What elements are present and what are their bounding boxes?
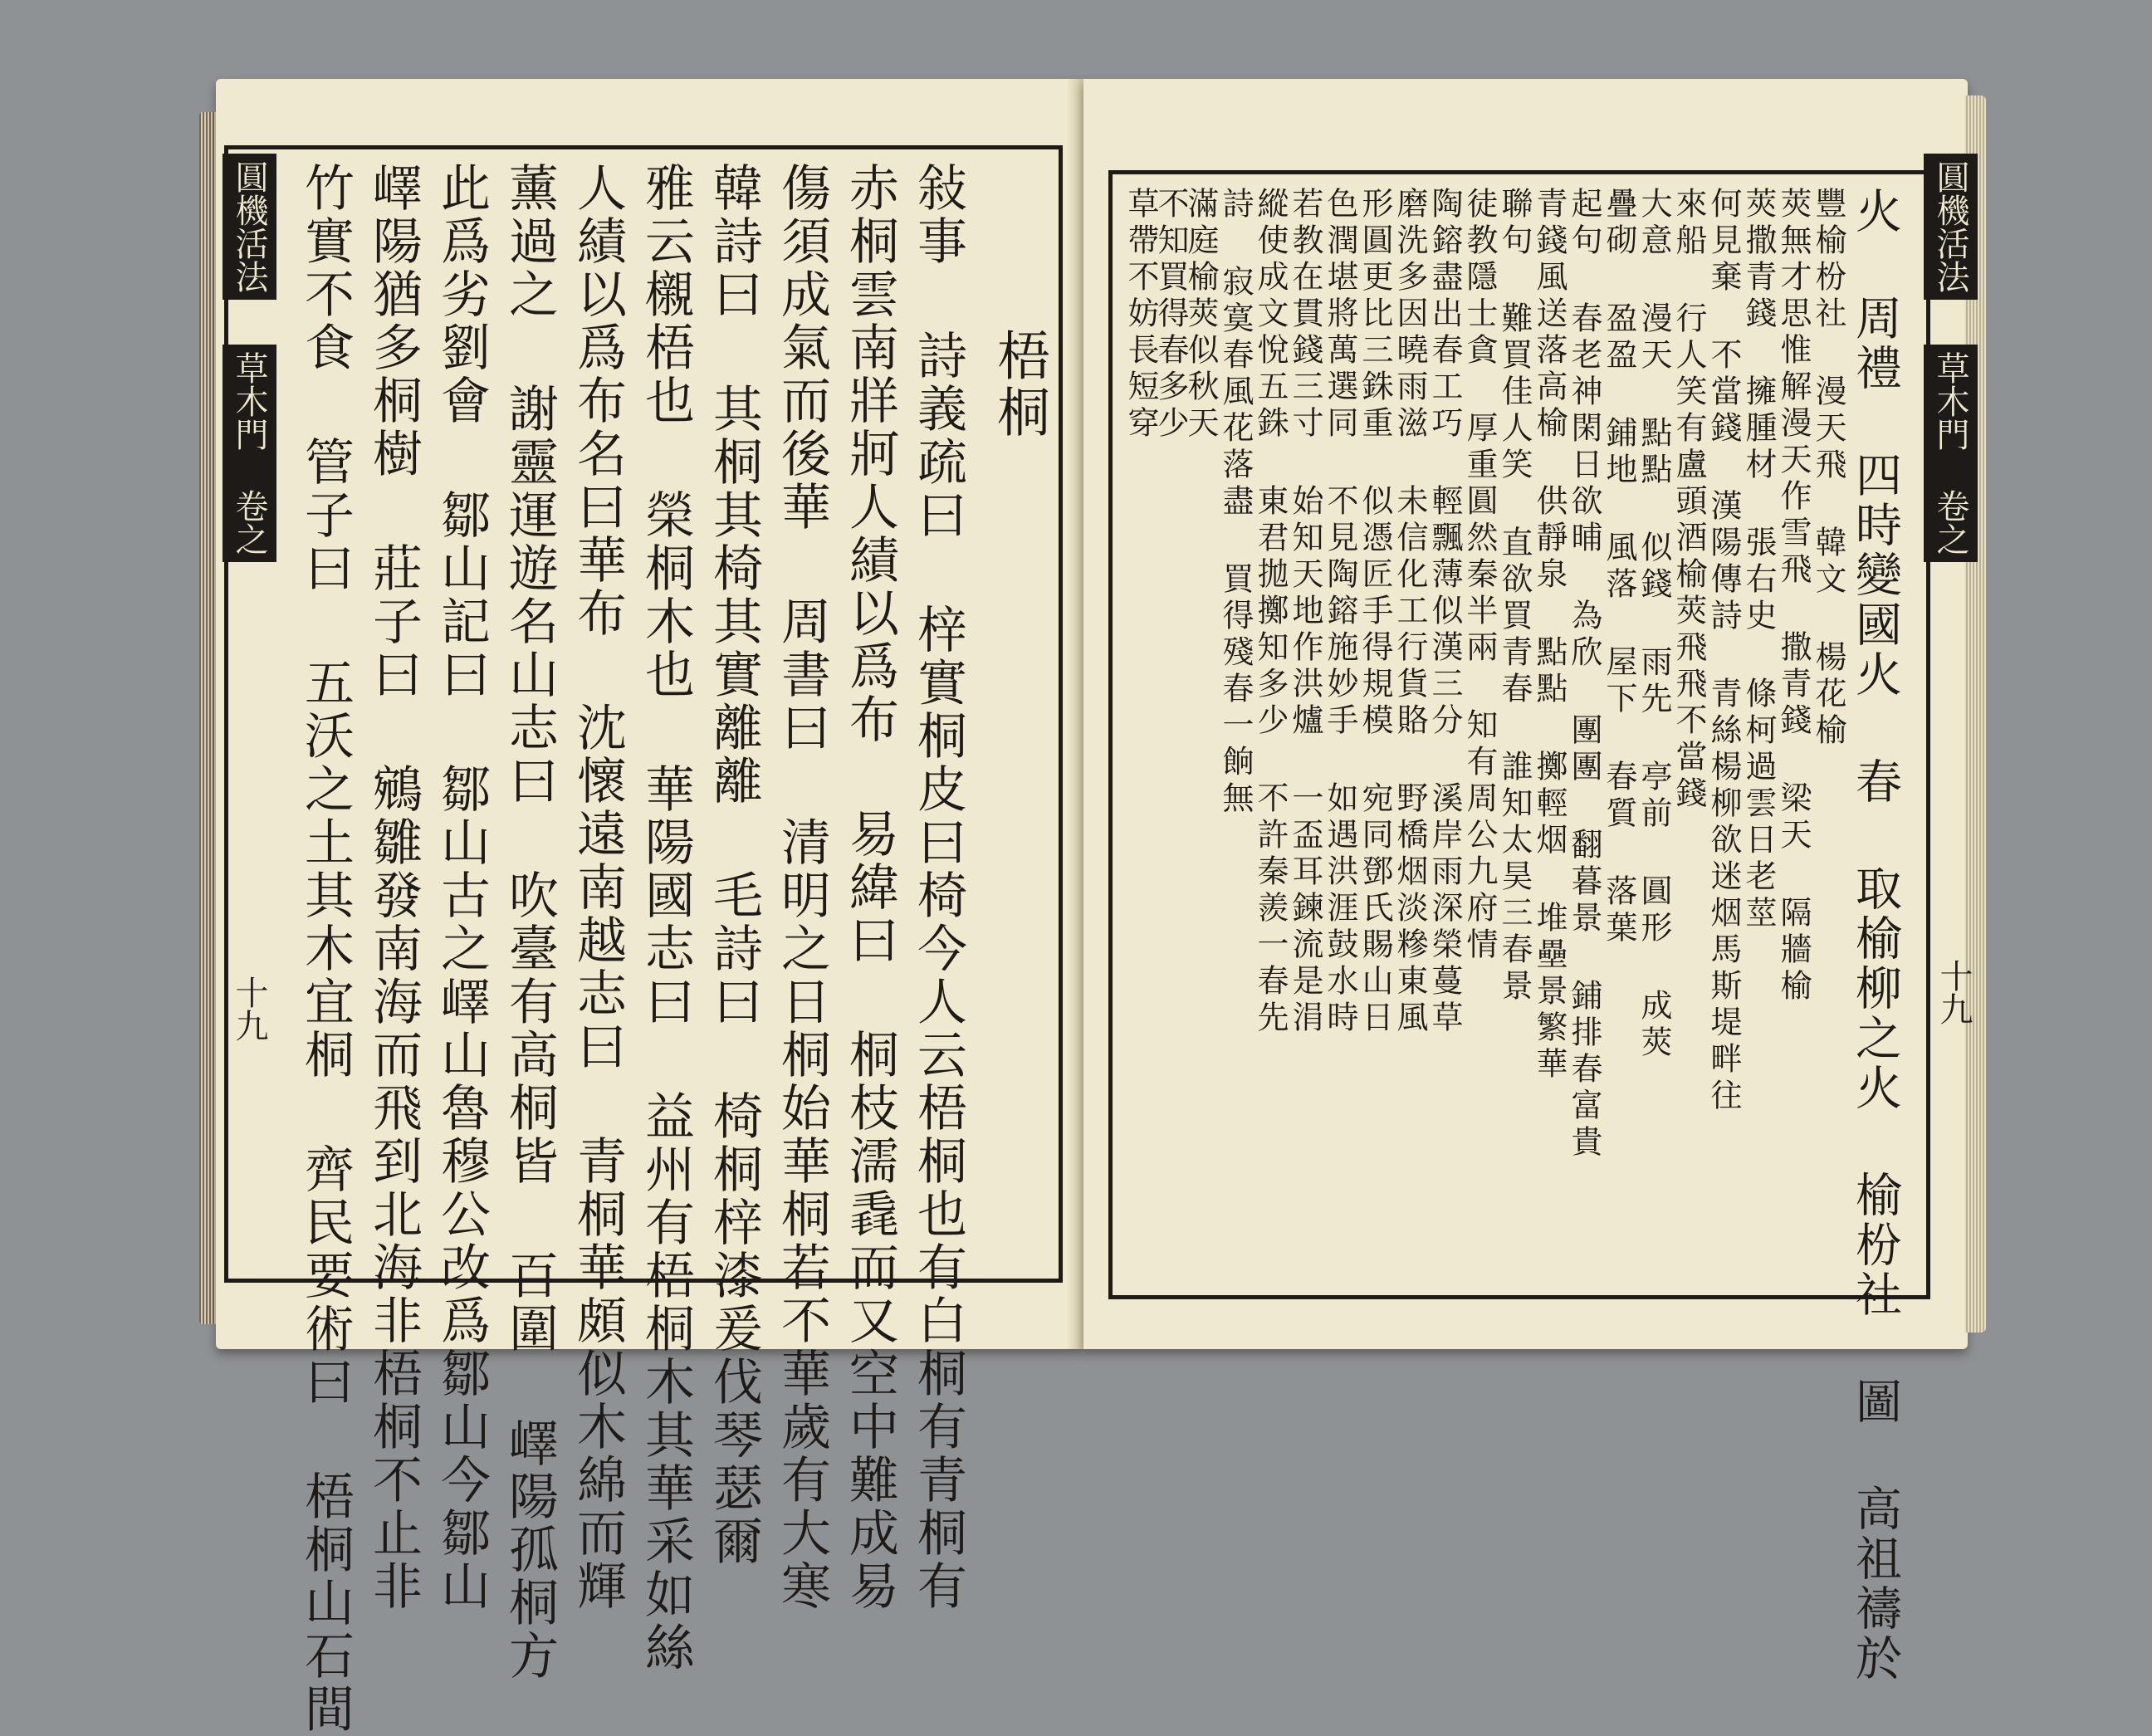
text-column: 赤桐雲南牂牁人績以爲布 易緯曰 桐枝濡毳而又空中難成易 [841, 162, 899, 1613]
right-page [1083, 79, 1973, 1684]
text-column: 火 周禮 四時變國火 春 取榆柳之火 榆枌社 圖 高祖禱於 [1848, 187, 1902, 1684]
left-folio: 十九 [230, 976, 268, 1042]
text-column: 來船 行人笑有盧頭酒榆莢飛飛不當錢 [1670, 187, 1707, 813]
text-column: 人績以爲布名曰華布 沈懷遠南越志曰 青桐華頗似木綿而輝 [569, 162, 627, 1613]
text-column: 不知買得春多少 [1152, 187, 1189, 443]
text-column: 大意 漫天 點點 似錢 雨先 亭前 圓形 成莢 [1636, 187, 1672, 1062]
right-folio: 十九 [1934, 959, 1973, 1025]
text-column: 形圓更比三銖重 似憑匠手得規模 宛同鄧氏賜山日 [1357, 187, 1393, 1037]
text-column: 莢撒青錢 擁腫材 張右史 條柯過雲日老莖 [1740, 187, 1777, 932]
text-column: 何見棄 不當錢 漢陽傳詩 青絲楊柳欲迷烟馬斯堤畔往 [1705, 187, 1742, 1115]
text-column: 詩 寂寞春風花落盡 買得殘春一餉無 [1217, 187, 1254, 818]
left-spine-section: 草木門 卷之 [223, 345, 276, 562]
text-column: 陶鎔盡出春工巧 輕飄薄似漢三分 溪岸雨深榮蔓草 [1426, 187, 1463, 1037]
left-spine-title: 圓機活法 [223, 154, 276, 300]
text-column: 青錢風送落高榆 供靜泉 點點 擲輕烟 堆壘景繁華 [1531, 187, 1568, 1083]
text-column: 色潤堪將萬選同 不見陶鎔施妙手 如遇洪涯鼓水時 [1322, 187, 1358, 1037]
text-column: 聯句 難買佳人笑 直欲買青春 誰知太昊三春景 [1496, 187, 1533, 1005]
text-column: 疊砌 盈盈 鋪地 風落 屋下 春質 落葉 [1601, 187, 1637, 947]
text-column: 雅云櫬梧也 榮桐木也 華陽國志曰 益州有梧桐木其華采如絲 [637, 162, 695, 1675]
text-column: 縱使成文悅五銖 東君拋擲知多少 不許秦羨一春先 [1252, 187, 1289, 1037]
text-column: 徒教隱士貪 厚重圓然秦半兩 知有周公九府情 [1461, 187, 1498, 964]
text-column: 傷須成氣而後華 周書曰 清明之日桐始華桐若不華歲有大寒 [773, 162, 831, 1613]
text-column: 敍事 詩義疏曰 梓實桐皮曰椅今人云梧桐也有白桐有青桐有 [909, 162, 967, 1613]
text-column: 竹實不食 管子曰 五沃之土其木宜桐 齊民要術曰 梧桐山石間 [296, 162, 355, 1736]
text-column: 嶧陽猶多桐樹 莊子曰 鵷雛發南海而飛到北海非梧桐不止非 [364, 162, 423, 1613]
text-column: 薰過之 謝靈運遊名山志曰 吹臺有高桐皆 百圍 嶧陽孤桐方 [501, 162, 559, 1683]
left-page [216, 79, 1083, 1736]
text-column: 若教在貫錢三寸 始知天地作洪爐 一盃耳鍊流是涓 [1287, 187, 1323, 1037]
book-spread [199, 79, 1973, 1736]
text-column: 莢無才思惟解漫天作雪飛 撒青錢 梁天 隔牆榆 [1775, 187, 1812, 1005]
text-column: 此爲劣劉會 鄒山記曰 鄒山古之嶧山魯穆公改爲鄒山今鄒山 [433, 162, 491, 1613]
heading: 梧桐 [988, 328, 1049, 441]
text-column: 豐榆枌社 漫天飛 韓文 楊花榆 [1810, 187, 1846, 750]
text-column: 滿庭榆莢似秋天 [1182, 187, 1219, 443]
text-column: 韓詩曰 其桐其椅其實離離 毛詩曰 椅桐梓漆爰伐琴瑟爾 [705, 162, 763, 1568]
text-column: 草帶不妨長短穿 [1122, 187, 1159, 443]
right-spine-section: 草木門 卷之 [1924, 345, 1978, 562]
right-spine-title: 圓機活法 [1924, 154, 1978, 300]
text-column: 起句 春老神閑日欲晡 為欣 團團 翻暮景 鋪排春富貴 [1566, 187, 1602, 1161]
text-column: 磨洗多因曉雨滋 未信化工行貨賂 野橋烟淡糝東風 [1391, 187, 1428, 1037]
